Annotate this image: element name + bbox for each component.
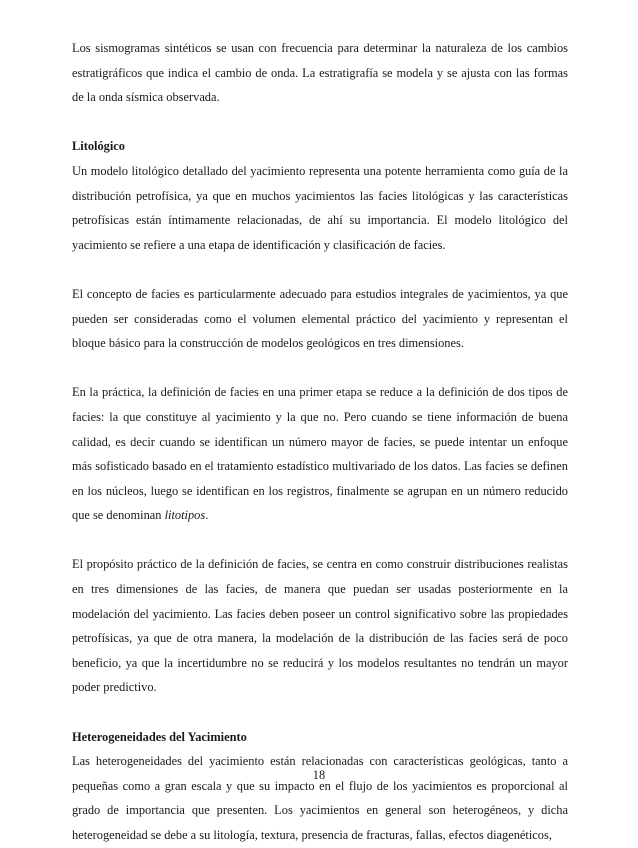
heading-litologico: Litológico [72, 139, 125, 154]
page-number: 18 [312, 768, 326, 782]
document-body [72, 36, 568, 848]
paragraph-practica [72, 380, 568, 528]
paragraph-practica-end: . [205, 508, 209, 523]
paragraph-concepto-facies: El concepto de facies es particularmente adecuado para estudios integrales de yacimientos, ya que pueden ser consideradas como el volumen elemental práctico del yacimiento y representan el bloque básico para la construcción de modelos geológicos en tres dimensiones. [72, 286, 568, 351]
term-litotipos: litotipos [164, 508, 206, 523]
paragraph-sismogramas: Los sismogramas sintéticos se usan con frecuencia para determinar la naturaleza de los cambios estratigráficos que indica el cambio de onda. La estratigrafía se modela y se ajusta con las formas de la onda sísmica observada. [72, 41, 568, 105]
heading-heterogeneidades: Heterogeneidades del Yacimiento [72, 729, 247, 744]
paragraph-practica-text: En la práctica, la definición de facies en una primer etapa se reduce a la definición de dos tipos de facies: la que constituye al yacimiento y la que no. Pero cuando se tiene información de buena calidad, es decir cuando se identifican un número mayor de facies, se puede intentar un enfoque más sofisticado basado en el tratamiento estadístico multivariado de los datos. Las facies se definen en los núcleos, luego se identifican en los registros, finalmente se agrupan en un número reducido que se denominan [72, 385, 568, 523]
paragraph-proposito: El propósito práctico de la definición de facies, se centra en como construir distribuciones realistas en tres dimensiones de las facies, de manera que puedan ser usadas posteriormente en la modelación del yacimiento. Las facies deben poseer un control significativo sobre las propiedades petrofísicas, ya que de otra manera, la modelación de la distribución de las facies será de poco beneficio, ya que la incertidumbre no se reducirá y los modelos resultantes no tendrán un mayor poder predictivo. [72, 557, 568, 695]
paragraph-modelo-litologico: Un modelo litológico detallado del yacimiento representa una potente herramienta como guía de la distribución petrofísica, ya que en muchos yacimientos las facies litológicas y las características petrofísicas están íntimamente relacionadas, de ahí su importancia. El modelo litológico del yacimiento se refiere a una etapa de identificación y clasificación de facies. [72, 163, 568, 252]
paragraph-heterogeneidades: Las heterogeneidades del yacimiento están relacionadas con características geológicas, tanto a pequeñas como a gran escala y que su impacto en el flujo de los yacimientos es proporcional al grado de importancia que presenten. Los yacimientos en general son heterogéneos, y dicha heterogeneidad se debe a su litología, textura, presencia de fracturas, fallas, efectos diagenéticos, [72, 754, 568, 842]
